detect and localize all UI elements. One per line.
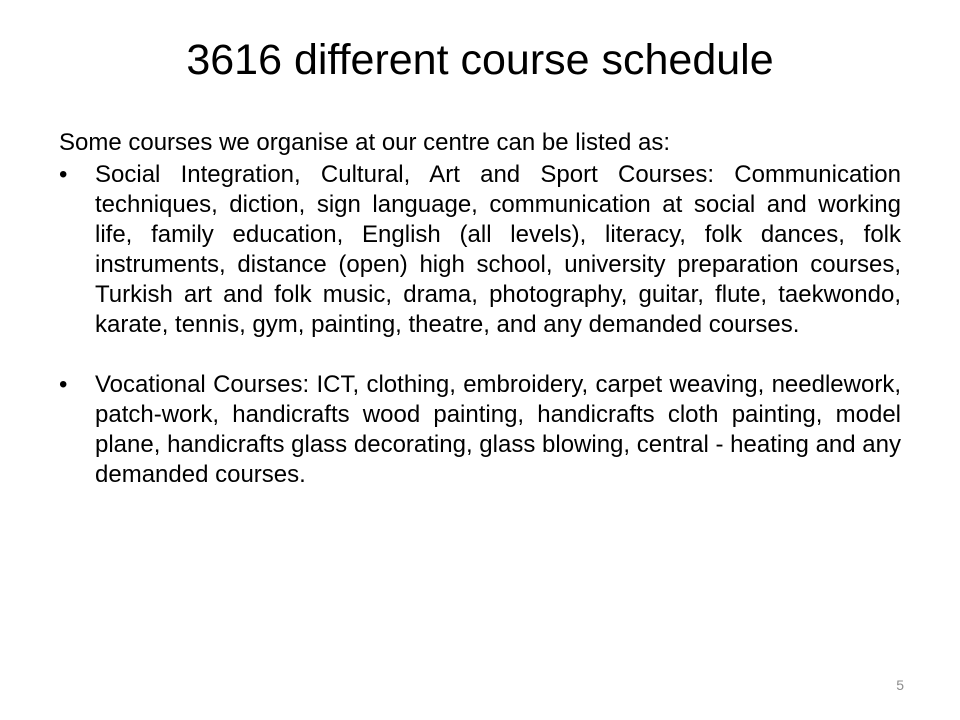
intro-text: Some courses we organise at our centre can be listed as:: [59, 129, 670, 156]
bullet-icon: •: [59, 371, 68, 398]
slide-number: 5: [896, 677, 904, 693]
slide-title: 3616 different course schedule: [186, 36, 774, 84]
bullet-icon: •: [59, 161, 68, 188]
bullet-vocational-courses: [59, 370, 901, 490]
bullet-text-vocational-courses: Vocational Courses: ICT, clothing, embroidery, carpet weaving, needlework, patch-work, handicrafts wood painting, handicrafts cloth painting, model plane, handicrafts glass decorating, glass blowing, central - heating and any demanded courses.: [95, 371, 901, 488]
slide-content: [59, 128, 901, 490]
bullet-text-social-courses: Social Integration, Cultural, Art and Sport Courses: Communication techniques, diction, sign language, communication at social and working life, family education, English (all levels), literacy, folk dances, folk instruments, distance (open) high school, university preparation courses, Turkish art and folk music, drama, photography, guitar, flute, taekwondo, karate, tennis, gym, painting, theatre, and any demanded courses.: [95, 161, 901, 338]
bullet-social-courses: [59, 160, 901, 340]
course-bullet-list: [59, 160, 901, 490]
